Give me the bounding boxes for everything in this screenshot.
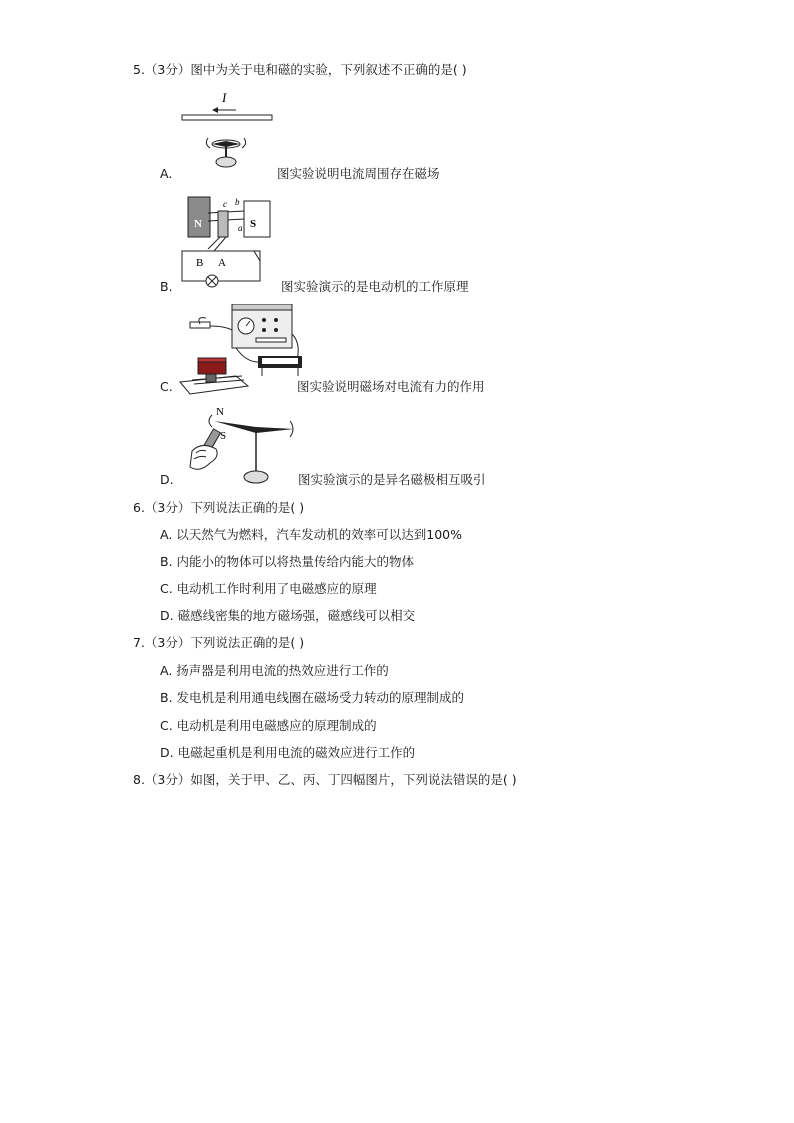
figure-b-label-c: c: [223, 199, 227, 209]
q6-option-a: A. 以天然气为燃料，汽车发动机的效率可以达到100%: [160, 527, 463, 542]
question-8-stem: 8.（3分）如图，关于甲、乙、丙、丁四幅图片，下列说法错误的是( ): [133, 772, 517, 787]
figure-b-label-s: S: [250, 218, 257, 230]
figure-b-label-a: a: [238, 223, 243, 233]
q5-option-b-text: 图实验演示的是电动机的工作原理: [281, 279, 469, 294]
figure-d-magnet-needle: [178, 403, 302, 493]
figure-b-label-n: N: [194, 218, 202, 230]
q7-option-b: B. 发电机是利用通电线圈在磁场受力转动的原理制成的: [160, 690, 465, 705]
question-6-stem: 6.（3分）下列说法正确的是( ): [133, 500, 305, 515]
q7-option-a: A. 扬声器是利用电流的热效应进行工作的: [160, 663, 389, 678]
figure-a-wire-compass: [178, 86, 278, 182]
figure-b-magnet-rod-circuit: [178, 193, 284, 289]
q5-option-a-letter: A.: [160, 166, 173, 181]
question-5-stem: 5.（3分）图中为关于电和磁的实验，下列叙述不正确的是( ): [133, 62, 467, 77]
figure-b-label-a-terminal: A: [218, 257, 226, 269]
figure-c-power-supply-rails: [176, 304, 306, 396]
q5-option-c-text: 图实验说明磁场对电流有力的作用: [297, 379, 485, 394]
q6-option-b: B. 内能小的物体可以将热量传给内能大的物体: [160, 554, 415, 569]
figure-a-label-current: I: [222, 90, 227, 105]
q5-option-d-text: 图实验演示的是异名磁极相互吸引: [298, 472, 486, 487]
q6-option-c: C. 电动机工作时利用了电磁感应的原理: [160, 581, 377, 596]
q5-option-c-letter: C.: [160, 379, 173, 394]
figure-b-label-b: b: [235, 197, 240, 207]
q6-option-d: D. 磁感线密集的地方磁场强，磁感线可以相交: [160, 608, 416, 623]
q5-option-a-text: 图实验说明电流周围存在磁场: [277, 166, 440, 181]
question-7-stem: 7.（3分）下列说法正确的是( ): [133, 635, 305, 650]
q5-option-d-letter: D.: [160, 472, 174, 487]
q7-option-d: D. 电磁起重机是利用电流的磁效应进行工作的: [160, 745, 416, 760]
figure-d-label-s: S: [220, 430, 227, 442]
q5-option-b-letter: B.: [160, 279, 173, 294]
q7-option-c: C. 电动机是利用电磁感应的原理制成的: [160, 718, 377, 733]
figure-d-label-n: N: [216, 406, 224, 418]
figure-b-label-b-terminal: B: [196, 257, 204, 269]
